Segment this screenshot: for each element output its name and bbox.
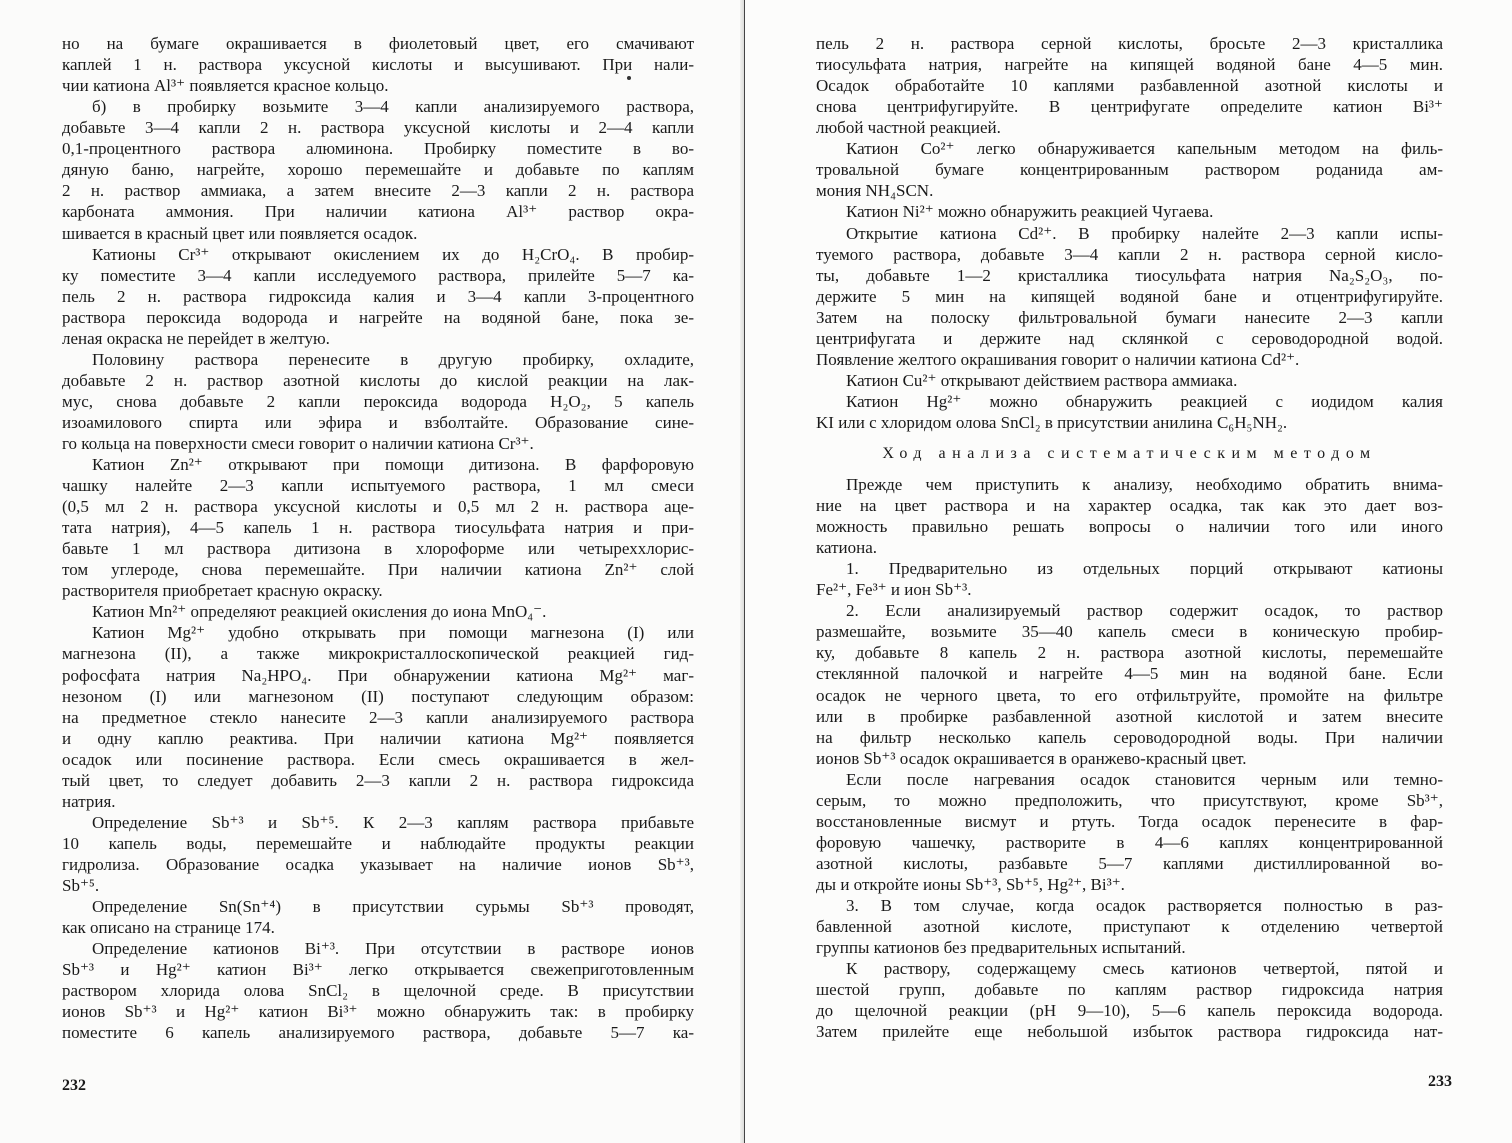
text-line: пель 2 н. раствора серной кислоты, бросьте 2—3 кристаллика (816, 34, 1443, 53)
text-line: ды и откройте ионы Sb⁺³, Sb⁺⁵, Hg²⁺, Bi³⁺. (816, 874, 1125, 894)
text-line: гидролиза. Образование осадка указывает на наличие ионов Sb⁺³, (62, 854, 694, 874)
text-line: незоном (I) или магнезоном (II) поступают следующим образом: (62, 686, 694, 706)
text-line: держите 5 мин на кипящей водяной бане и отцентрифугируйте. (816, 286, 1443, 306)
text-line: Открытие катиона Cd²⁺. В пробирку налейте 2—3 капли испы- (846, 223, 1443, 243)
text-line: том углероде, снова перемешайте. При наличии катиона Zn²⁺ слой (62, 560, 694, 580)
text-line: натрия. (62, 791, 116, 811)
text-line: карбоната аммония. При наличии катиона Al³⁺ раствор окра- (62, 202, 694, 222)
text-line: ионов Sb⁺³ и Hg²⁺ катион Bi³⁺ можно обнаружить так: в пробирку (62, 1002, 694, 1022)
text-line: К раствору, содержащему смесь катионов четвертой, пятой и (846, 959, 1443, 979)
right-page (745, 0, 1512, 1143)
text-line: Катионы Cr³⁺ открывают окислением их до H₂CrO₄. В пробир- (92, 244, 694, 264)
text-line: шивается в красный цвет или появляется осадок. (62, 223, 418, 243)
text-line: как описано на странице 174. (62, 918, 275, 938)
text-line: Катион Cu²⁺ открывают действием раствора аммиака. (846, 370, 1238, 390)
text-line: пель 2 н. раствора гидроксида калия и 3—4 капли 3-процентного (62, 286, 694, 306)
text-line: изоамилового спирта или эфира и взболтайте. Образование сине- (62, 412, 694, 432)
text-line: ние на цвет раствора и на характер осадка, так как это дает воз- (816, 496, 1443, 516)
text-line: добавьте 3—4 капли 2 н. раствора уксусной кислоты и 2—4 капли (62, 118, 694, 138)
text-line: 2 н. раствор аммиака, а затем внесите 2—3 капли 2 н. раствора (62, 181, 694, 201)
text-line: магнезона (II), а также микрокристаллоскопической реакцией гид- (62, 644, 694, 664)
text-line: размешайте, возьмите 35—40 капель смеси в коническую пробир- (816, 622, 1443, 642)
text-line: на предметное стекло нанесите 2—3 капли анализируемого раствора (62, 707, 694, 727)
text-line: Катион Mg²⁺ удобно открывать при помощи магнезона (I) или (92, 623, 694, 643)
text-line: Осадок обработайте 10 каплями разбавленной азотной кислоты и (816, 76, 1443, 96)
text-line: растворителя приобретает красную окраску. (62, 581, 383, 601)
text-line: леная окраска не перейдет в желтую. (62, 328, 330, 348)
text-line: Определение катионов Bi⁺³. При отсутствии в растворе ионов (92, 939, 694, 959)
text-line: можность правильно решать вопросы о наличии того или иного (816, 517, 1443, 537)
text-line: Sb⁺³ и Hg²⁺ катион Bi³⁺ легко открывается свежеприготовленным (62, 960, 694, 980)
text-line: тровальной бумаге концентрированным раствором роданида ам- (816, 160, 1443, 180)
text-line: чии катиона Al³⁺ появляется красное кольцо. (62, 76, 389, 96)
text-line: Ход анализа систематическим методом (882, 445, 1377, 462)
text-line: Появление желтого окрашивания говорит о наличии катиона Cd²⁺. (816, 349, 1300, 369)
text-line: го кольца на поверхности смеси говорит о наличии катиона Cr³⁺. (62, 434, 534, 453)
text-line: ты, добавьте 1—2 кристаллика тиосульфата натрия Na₂S₂O₃, по- (816, 265, 1443, 285)
text-line: группы катионов без предварительных испытаний. (816, 938, 1186, 958)
text-line: или в пробирке разбавленной азотной кислотой и затем внесите (816, 706, 1443, 726)
text-line: раствором хлорида олова SnCl₂ в щелочной среде. В присутствии (62, 981, 694, 1001)
text-line: ку, добавьте 8 капель 2 н. раствора азотной кислоты, перемешайте (816, 643, 1443, 663)
text-line: центрифугата и держите над склянкой с сероводородной водой. (816, 328, 1443, 348)
text-line: стеклянной палочкой и нагрейте 4—5 мин на водяной бане. Если (816, 664, 1443, 684)
text-line: тата натрия), 4—5 капель 1 н. раствора тиосульфата натрия и при- (62, 518, 694, 538)
text-line: катиона. (816, 538, 878, 558)
text-line: Определение Sn(Sn⁺⁴) в присутствии сурьмы Sb⁺³ проводят, (92, 897, 694, 916)
text-line: (0,5 мл 2 н. раствора уксусной кислоты и 0,5 мл 2 н. раствора аце- (62, 497, 694, 517)
text-line: Если после нагревания осадок становится черным или темно- (846, 769, 1443, 789)
text-line: Катион Zn²⁺ открывают при помощи дитизона. В фарфоровую (92, 455, 694, 474)
text-line: поместите 6 капель анализируемого раствора, добавьте 5—7 ка- (62, 1023, 694, 1043)
left-page (0, 0, 745, 1143)
text-line: KI или с хлоридом олова SnCl₂ в присутствии анилина C₆H₅NH₂. (816, 412, 1288, 432)
text-line: любой частной реакцией. (816, 118, 1001, 138)
page-number-left: 232 (62, 1077, 86, 1094)
text-line: Sb⁺⁵. (62, 876, 100, 895)
text-line: добавьте 2 н. раствор азотной кислоты до кислой реакции на лак- (62, 370, 694, 390)
text-line: мония NH₄SCN. (816, 181, 934, 201)
text-line: Катион Mn²⁺ определяют реакцией окисления до иона MnO₄⁻. (92, 602, 547, 622)
text-line: 1. Предварительно из отдельных порций открывают катионы (846, 559, 1443, 579)
text-line: туемого раствора, добавьте 3—4 капли 2 н. раствора серной кисло- (816, 244, 1443, 264)
text-line: Катион Ni²⁺ можно обнаружить реакцией Чугаева. (846, 202, 1214, 222)
text-line: каплей 1 н. раствора уксусной кислоты и высушивают. При нали- (62, 55, 694, 74)
text-line: снова центрифугируйте. В центрифугате определите катион Bi³⁺ (816, 97, 1443, 117)
text-line: Определение Sb⁺³ и Sb⁺⁵. К 2—3 каплям раствора прибавьте (92, 812, 694, 832)
text-line: тиосульфата натрия, нагрейте на кипящей водяной бане 4—5 мин. (816, 55, 1443, 74)
text-line: мус, снова добавьте 2 капли пероксида водорода H₂O₂, 5 капель (62, 391, 694, 411)
text-line: до щелочной реакции (pH 9—10), 5—6 капель пероксида водорода. (816, 1001, 1443, 1021)
print-speck (627, 76, 631, 80)
text-line: серым, то можно предположить, что присутствуют, кроме Sb³⁺, (816, 790, 1443, 810)
text-line: раствора пероксида водорода и нагрейте на водяной бане, пока зе- (62, 307, 694, 327)
text-line: 10 капель воды, перемешайте и наблюдайте продукты реакции (62, 833, 694, 853)
text-line: Катион Co²⁺ легко обнаруживается капельным методом на филь- (846, 139, 1443, 159)
text-line: и одну каплю реактива. При наличии катиона Mg²⁺ появляется (62, 728, 694, 748)
text-line: чашку налейте 2—3 капли испытуемого раствора, 1 мл смеси (62, 476, 694, 496)
text-line: ку поместите 3—4 капли исследуемого раствора, прилейте 5—7 ка- (62, 265, 694, 285)
text-line: ионов Sb⁺³ осадок окрашивается в оранжево-красный цвет. (816, 748, 1247, 768)
text-line: б) в пробирку возьмите 3—4 капли анализируемого раствора, (92, 97, 694, 117)
text-line: форовую чашечку, растворите в 4—6 каплях концентрированной (816, 832, 1443, 852)
text-line: на фильтр несколько капель сероводородной воды. При наличии (816, 727, 1443, 747)
text-line: 2. Если анализируемый раствор содержит осадок, то раствор (846, 601, 1443, 621)
text-line: бавьте 1 мл раствора дитизона в хлороформе или четыреххлорис- (62, 539, 694, 559)
text-line: Затем прилейте еще небольшой избыток раствора гидроксида нат- (816, 1022, 1443, 1042)
text-line: Половину раствора перенесите в другую пробирку, охладите, (92, 349, 694, 369)
text-line: Fe²⁺, Fe³⁺ и ион Sb⁺³. (816, 580, 972, 600)
text-line: Прежде чем приступить к анализу, необходимо обратить внима- (846, 475, 1443, 494)
text-line: 3. В том случае, когда осадок растворяется полностью в раз- (846, 896, 1443, 915)
text-line: 0,1-процентного раствора алюминона. Пробирку поместите в во- (62, 139, 694, 159)
text-line: Катион Hg²⁺ можно обнаружить реакцией с иодидом калия (846, 391, 1443, 411)
text-line: рофосфата натрия Na₂HPO₄. При обнаружении катиона Mg²⁺ маг- (62, 665, 694, 685)
text-line: тый цвет, то следует добавить 2—3 капли 2 н. раствора гидроксида (62, 770, 694, 790)
text-line: бавленной азотной кислоте, приступают к отделению четвертой (816, 917, 1443, 936)
text-line: шестой групп, добавьте по каплям раствор гидроксида натрия (816, 980, 1443, 1000)
text-line: азотной кислоты, разбавьте 5—7 каплями дистиллированной во- (816, 853, 1443, 873)
page-number-right: 233 (1428, 1073, 1452, 1090)
text-line: осадок или посинение раствора. Если смесь окрашивается в жел- (62, 749, 694, 769)
text-line: Затем на полоску фильтровальной бумаги нанесите 2—3 капли (816, 307, 1443, 327)
text-line: дяную баню, нагрейте, хорошо перемешайте и добавьте по каплям (62, 160, 694, 180)
text-line: осадок не черного цвета, то его отфильтруйте, промойте на фильтре (816, 685, 1443, 705)
text-line: восстановленные висмут и ртуть. Тогда осадок перенесите в фар- (816, 811, 1443, 831)
text-line: но на бумаге окрашивается в фиолетовый цвет, его смачивают (62, 34, 694, 53)
